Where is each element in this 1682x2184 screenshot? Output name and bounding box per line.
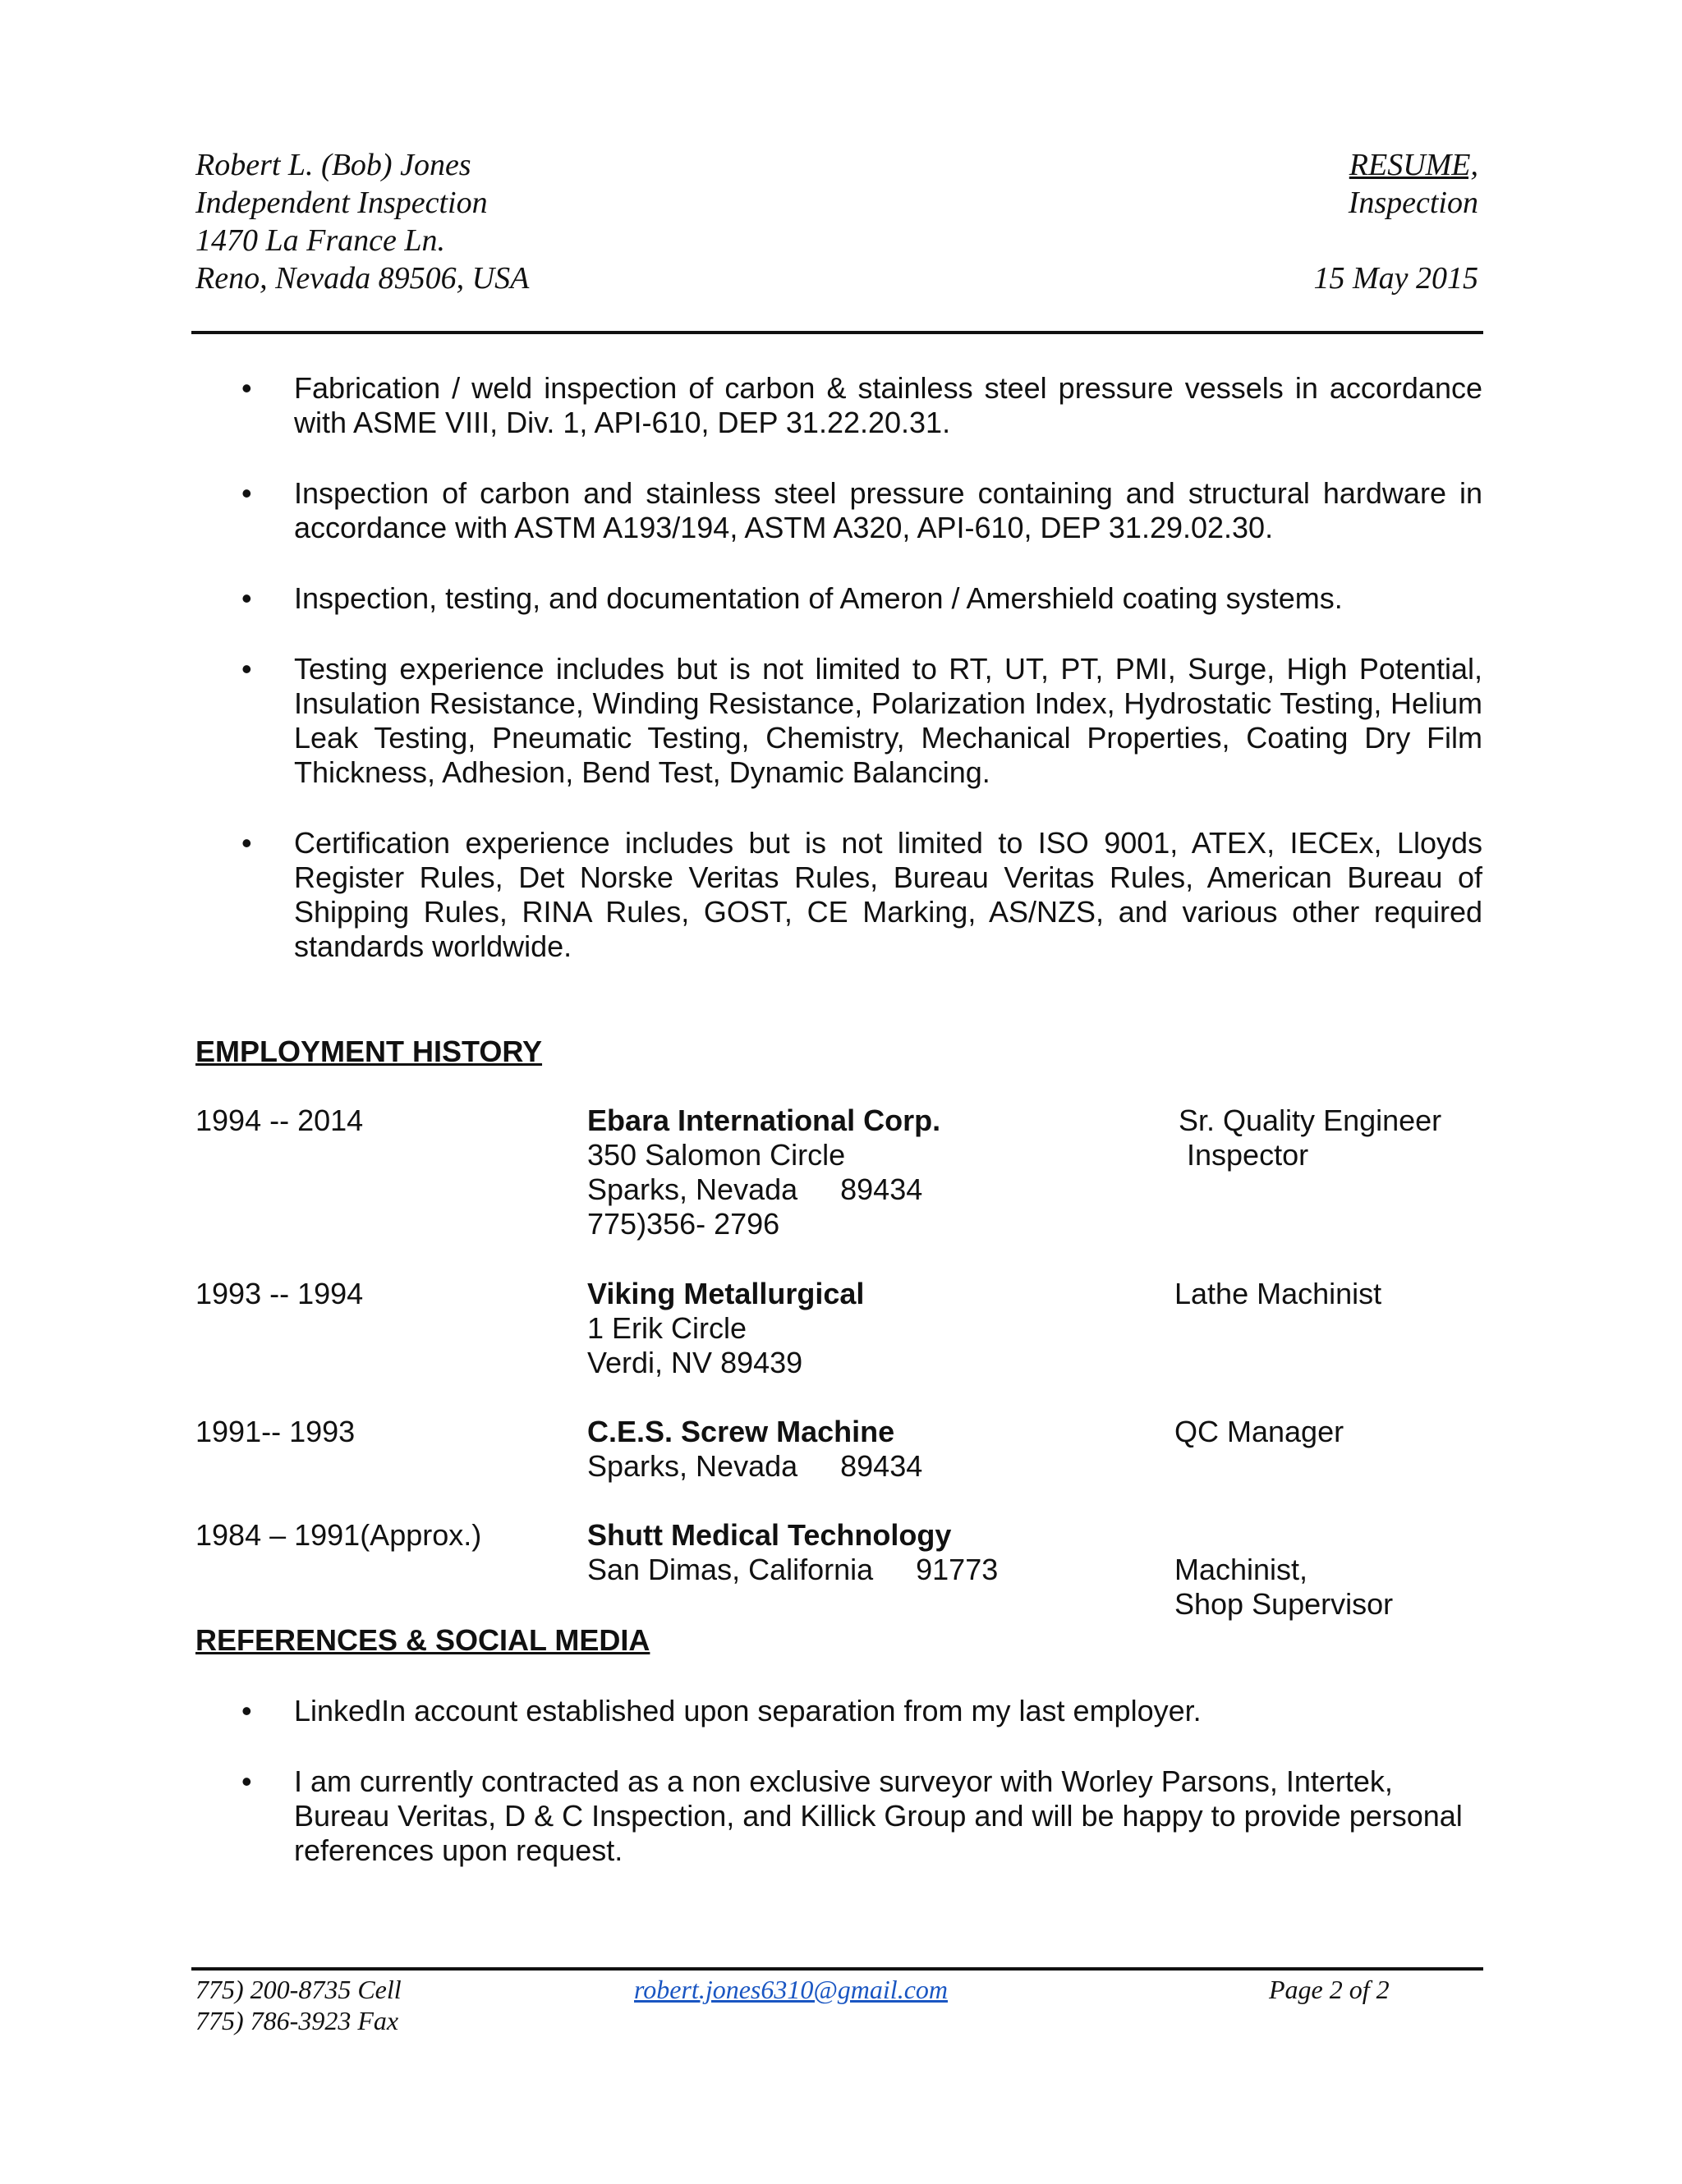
header-divider — [191, 331, 1483, 334]
job-role: Machinist, — [1174, 1553, 1308, 1586]
references-list — [195, 1694, 1482, 1904]
author-city: Reno, Nevada 89506, USA — [195, 261, 530, 296]
footer-email-link[interactable]: robert.jones6310@gmail.com — [634, 1975, 948, 2004]
list-item: • Certification experience includes but is not limited to ISO 9001, ATEX, IECEx, Lloyds Register Rules, Det Norske Veritas Rules, Bureau Veritas Rules, American Bureau of Shipping Rules, RINA Rules, GOST, CE Marking, AS/NZS, and various other required standards worldwide. — [241, 826, 1482, 963]
list-item: • Inspection, testing, and documentation of Ameron / Amershield coating systems. — [241, 581, 1343, 615]
job-city: Verdi, NV 89439 — [587, 1346, 803, 1379]
bullet-icon: • — [241, 371, 252, 405]
job-phone: 775)356- 2796 — [587, 1207, 780, 1241]
job-years: 1994 -- 2014 — [195, 1103, 364, 1137]
qualifications-list — [195, 371, 1482, 1000]
list-item: • Inspection of carbon and stainless steel pressure containing and structural hardware in accordance with ASTM A193/194, ASTM A320, API-610, DEP 31.29.02.30. — [241, 476, 1482, 544]
footer-cell-phone: 775) 200-8735 Cell — [195, 1975, 402, 2004]
author-name: Robert L. (Bob) Jones — [195, 148, 471, 182]
job-years: 1984 – 1991(Approx.) — [195, 1518, 482, 1552]
job-role-secondary: Inspector — [1179, 1138, 1309, 1172]
bullet-icon: • — [241, 1694, 252, 1727]
list-item: • Fabrication / weld inspection of carbon & stainless steel pressure vessels in accordance with ASME VIII, Div. 1, API-610, DEP 31.22.20.31. — [241, 371, 1482, 439]
footer-page-number: Page 2 of 2 — [1269, 1975, 1390, 2004]
job-years: 1991-- 1993 — [195, 1415, 356, 1448]
job-city: Sparks, Nevada — [587, 1449, 798, 1483]
job-city: Sparks, Nevada — [587, 1172, 798, 1206]
job-address: 1 Erik Circle — [587, 1311, 747, 1345]
list-item: • I am currently contracted as a non exclusive surveyor with Worley Parsons, Intertek, Bureau Veritas, D & C Inspection, and Killick Group and will be happy to provide personal references upon request. — [241, 1764, 1463, 1867]
bullet-icon: • — [241, 476, 252, 510]
bullet-icon: • — [241, 1764, 252, 1798]
footer-divider — [191, 1967, 1483, 1971]
job-zip: 89434 — [840, 1449, 923, 1483]
footer-fax: 775) 786-3923 Fax — [195, 2006, 399, 2035]
author-company: Independent Inspection — [195, 186, 488, 220]
job-address: 350 Salomon Circle — [587, 1138, 846, 1172]
document-date: 15 May 2015 — [1313, 261, 1478, 296]
letterhead — [195, 146, 1478, 297]
job-city: San Dimas, California — [587, 1553, 874, 1586]
job-role: Sr. Quality Engineer — [1179, 1103, 1442, 1137]
job-years: 1993 -- 1994 — [195, 1277, 364, 1310]
list-item: • LinkedIn account established upon separation from my last employer. — [241, 1694, 1202, 1727]
bullet-icon: • — [241, 652, 252, 686]
job-role-secondary: Shop Supervisor — [1174, 1587, 1394, 1621]
job-role: Lathe Machinist — [1174, 1277, 1382, 1310]
bullet-icon: • — [241, 581, 252, 615]
employment-heading: EMPLOYMENT HISTORY — [195, 1035, 543, 1068]
job-company: Shutt Medical Technology — [587, 1518, 952, 1552]
references-heading: REFERENCES & SOCIAL MEDIA — [195, 1623, 650, 1657]
author-street: 1470 La France Ln. — [195, 223, 445, 258]
document-title: RESUME, — [1349, 148, 1478, 182]
job-role: QC Manager — [1174, 1415, 1344, 1448]
job-company: Ebara International Corp. — [587, 1103, 941, 1137]
bullet-icon: • — [241, 826, 252, 860]
job-company: C.E.S. Screw Machine — [587, 1415, 895, 1448]
job-company: Viking Metallurgical — [587, 1277, 865, 1310]
job-zip: 91773 — [916, 1553, 999, 1586]
job-zip: 89434 — [840, 1172, 923, 1206]
document-subtitle: Inspection — [1348, 186, 1478, 220]
list-item: • Testing experience includes but is not limited to RT, UT, PT, PMI, Surge, High Potential, Insulation Resistance, Winding Resistance, Polarization Index, Hydrostatic Testing, Helium Leak Testing, Pneumatic Testing, Chemistry, Mechanical Properties, Coating Dry Film Thickness, Adhesion, Bend Test, Dynamic Balancing. — [241, 652, 1482, 789]
